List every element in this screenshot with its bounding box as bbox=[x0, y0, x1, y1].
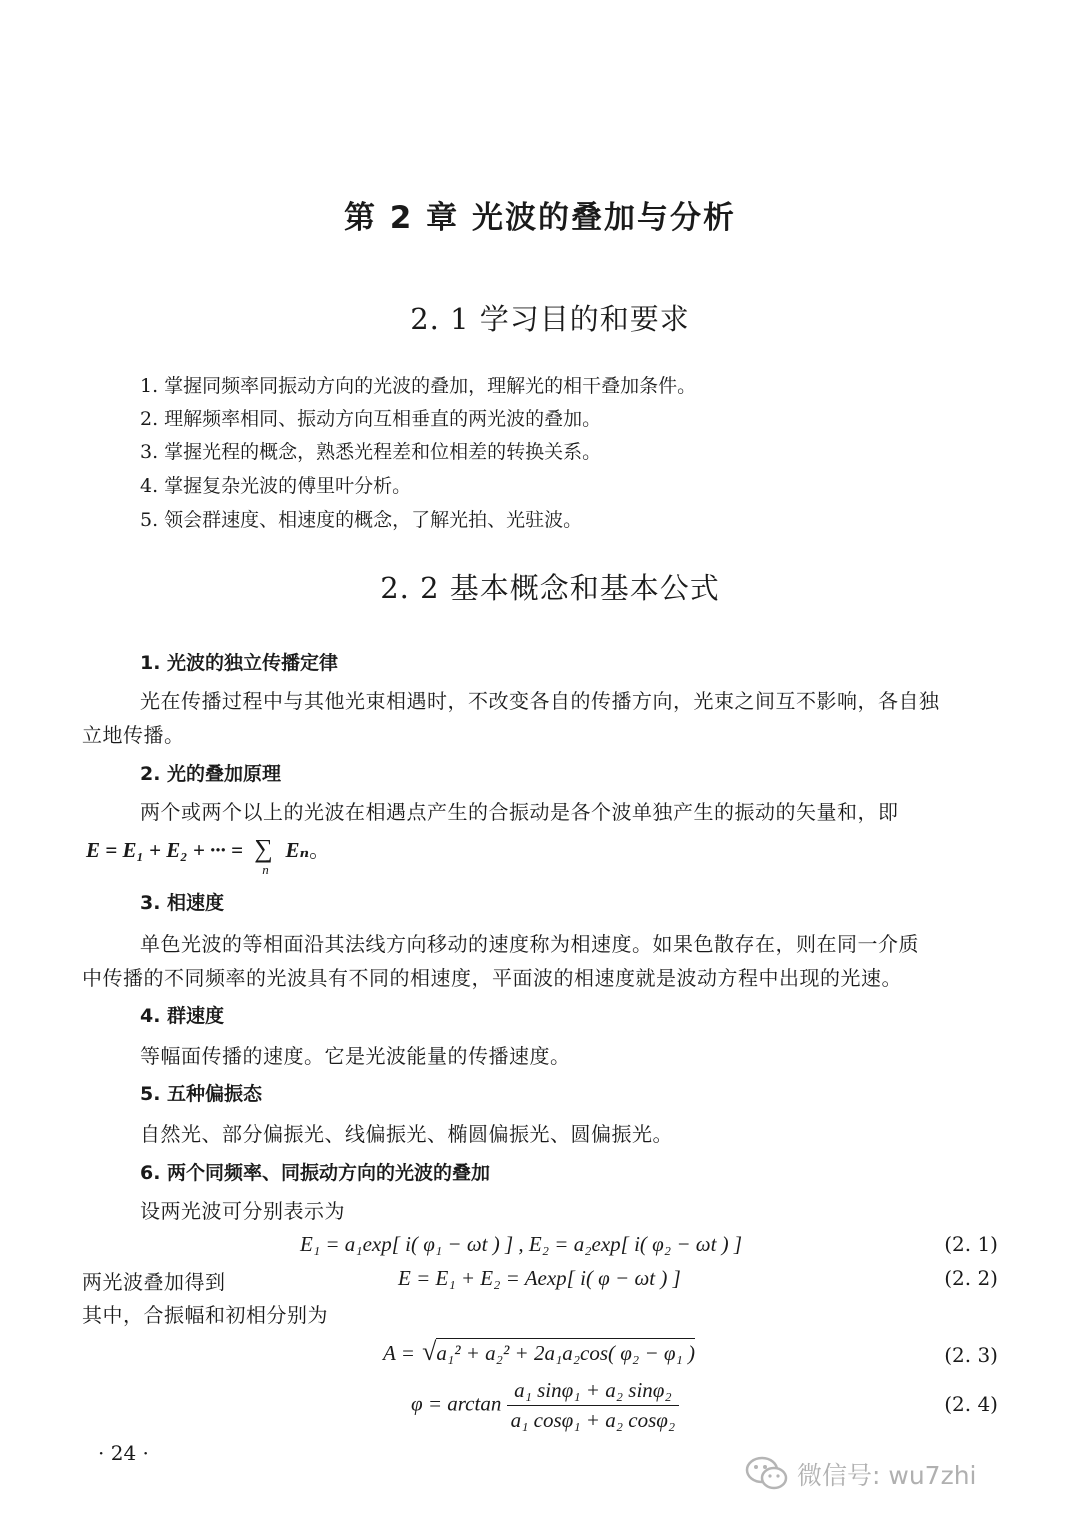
objective-item-5: 5. 领会群速度、相速度的概念，了解光拍、光驻波。 bbox=[140, 509, 583, 531]
page-number: · 24 · bbox=[98, 1441, 149, 1465]
equation-2-3-label: 其中，合振幅和初相分别为 bbox=[82, 1303, 328, 1327]
section-title-2-2: 2. 2 基本概念和基本公式 bbox=[380, 571, 720, 605]
wechat-icon bbox=[745, 1455, 789, 1499]
objective-item-4: 4. 掌握复杂光波的傅里叶分析。 bbox=[140, 475, 412, 497]
fraction-denominator: a₁ cosφ₁ + a₂ cosφ₂ bbox=[510, 1408, 676, 1432]
heading-independent-propagation: 1. 光波的独立传播定律 bbox=[140, 652, 339, 674]
paragraph-group-velocity: 等幅面传播的速度。它是光波能量的传播速度。 bbox=[140, 1044, 571, 1068]
heading-polarization-states: 5. 五种偏振态 bbox=[140, 1083, 263, 1105]
heading-phase-velocity: 3. 相速度 bbox=[140, 892, 225, 914]
formula-period: 。 bbox=[309, 838, 331, 862]
section-title-2-1: 2. 1 学习目的和要求 bbox=[410, 302, 690, 336]
summation-sign: ∑ bbox=[254, 834, 273, 863]
equation-2-2-label: 两光波叠加得到 bbox=[82, 1270, 226, 1294]
equation-2-4-fraction bbox=[507, 1378, 680, 1433]
equation-number-2-4: (2. 4) bbox=[944, 1392, 998, 1416]
fraction-numerator: a₁ sinφ₁ + a₂ sinφ₂ bbox=[507, 1378, 680, 1406]
watermark-text: 微信号: wu7zhi bbox=[797, 1461, 977, 1490]
equation-number-2-1: (2. 1) bbox=[944, 1232, 998, 1256]
equation-2-4 bbox=[411, 1378, 679, 1433]
paragraph-independent-line2: 立地传播。 bbox=[82, 723, 185, 747]
superposition-formula bbox=[86, 834, 331, 877]
paragraph-phase-velocity-line2: 中传播的不同频率的光波具有不同的相速度，平面波的相速度就是波动方程中出现的光速。 bbox=[82, 966, 902, 990]
equation-2-3-lhs: A = bbox=[383, 1341, 415, 1365]
equation-2-3 bbox=[383, 1337, 695, 1367]
objective-item-3: 3. 掌握光程的概念，熟悉光程差和位相差的转换关系。 bbox=[140, 441, 602, 463]
objective-item-2: 2. 理解频率相同、振动方向互相垂直的两光波的叠加。 bbox=[140, 408, 602, 430]
paragraph-phase-velocity-line1: 单色光波的等相面沿其法线方向移动的速度称为相速度。如果色散存在，则在同一介质 bbox=[140, 932, 919, 956]
heading-superposition: 2. 光的叠加原理 bbox=[140, 763, 282, 785]
equation-number-2-2: (2. 2) bbox=[944, 1266, 998, 1290]
paragraph-polarization-states: 自然光、部分偏振光、线偏振光、椭圆偏振光、圆偏振光。 bbox=[140, 1122, 673, 1146]
heading-group-velocity: 4. 群速度 bbox=[140, 1005, 225, 1027]
equation-2-2: E = E₁ + E₂ = Aexp[ i( φ − ωt ) ] bbox=[398, 1266, 681, 1290]
wechat-watermark bbox=[745, 1455, 976, 1499]
sqrt-sign: √ bbox=[422, 1337, 437, 1366]
summation-index: n bbox=[262, 862, 269, 877]
superposition-lhs: E = E₁ + E₂ + ··· = bbox=[86, 838, 244, 862]
equation-2-1: E₁ = a₁exp[ i( φ₁ − ωt ) ] , E₂ = a₂exp[ i( φ₂ − ωt ) ] bbox=[300, 1232, 743, 1256]
summation bbox=[254, 834, 280, 877]
sqrt-body: a₁² + a₂² + 2a₁a₂cos( φ₂ − φ₁ ) bbox=[436, 1338, 695, 1366]
paragraph-independent-line1: 光在传播过程中与其他光束相遇时，不改变各自的传播方向，光束之间互不影响，各自独 bbox=[140, 689, 940, 713]
objective-item-1: 1. 掌握同频率同振动方向的光波的叠加，理解光的相干叠加条件。 bbox=[140, 375, 697, 397]
paragraph-superposition-line1: 两个或两个以上的光波在相遇点产生的合振动是各个波单独产生的振动的矢量和，即 bbox=[140, 800, 899, 824]
paragraph-two-waves-intro: 设两光波可分别表示为 bbox=[140, 1199, 345, 1223]
equation-2-4-lhs: φ = arctan bbox=[411, 1391, 502, 1416]
chapter-title: 第 2 章 光波的叠加与分析 bbox=[344, 200, 736, 236]
equation-number-2-3: (2. 3) bbox=[944, 1343, 998, 1367]
summation-term: Eₙ bbox=[285, 838, 310, 862]
heading-same-frequency-superposition: 6. 两个同频率、同振动方向的光波的叠加 bbox=[140, 1162, 491, 1184]
